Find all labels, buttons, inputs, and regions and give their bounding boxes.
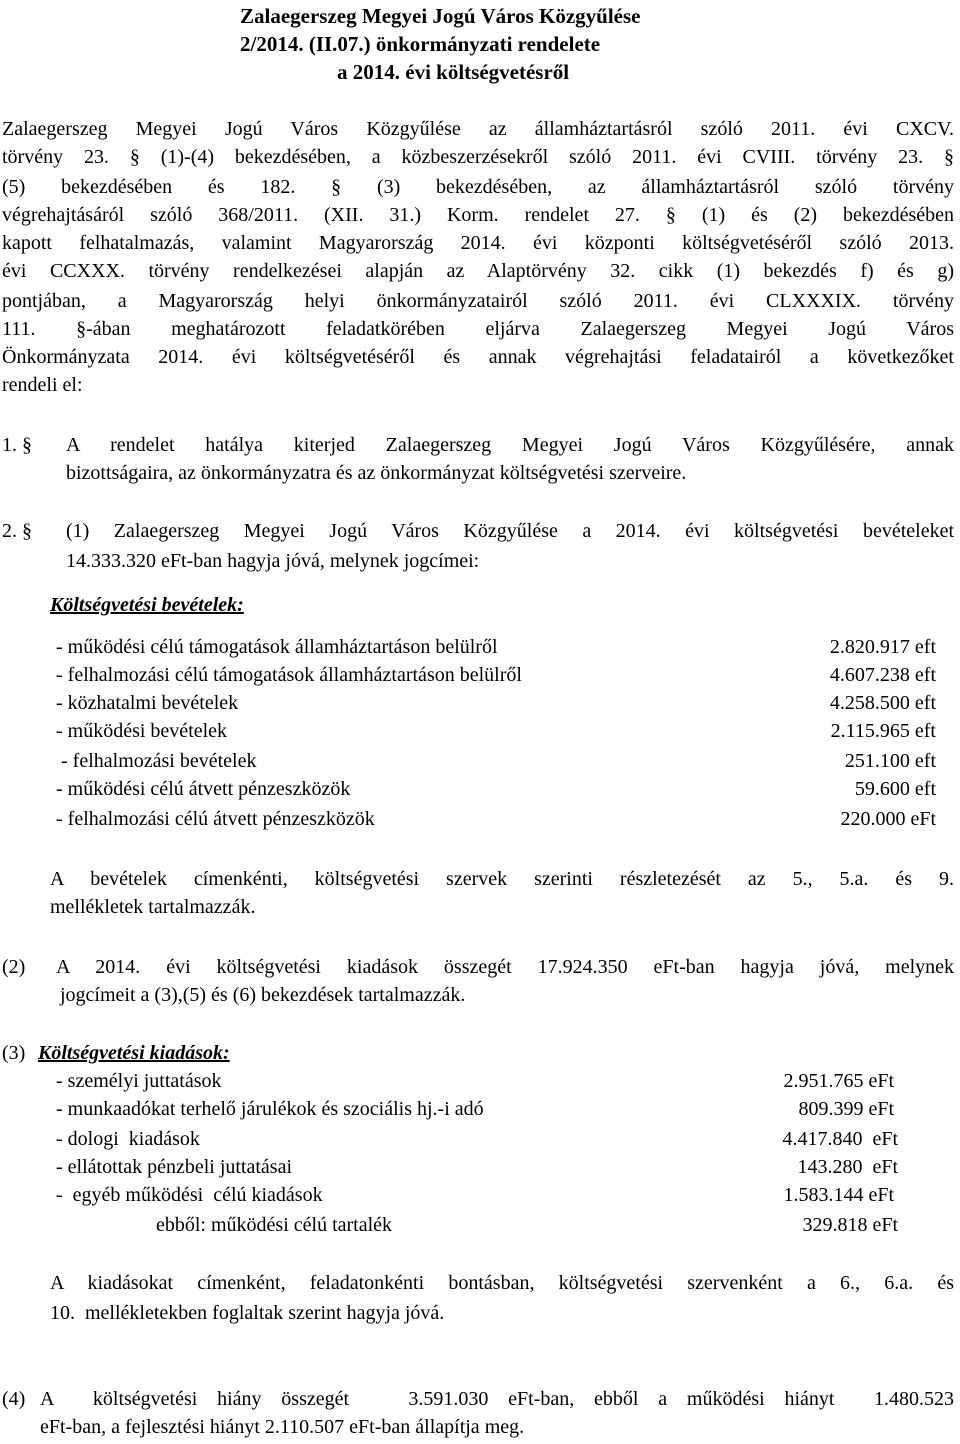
expense-label: - ellátottak pénzbeli juttatásai (56, 1156, 293, 1178)
preamble-line: törvény 23. § (1)-(4) bekezdésében, a közbeszerzésekről szóló 2011. évi CVIII. törvény 23. § (2, 146, 954, 168)
section-2-para-4: eFt-ban, a fejlesztési hiányt 2.110.507 eFt-ban állapítja meg. (40, 1416, 525, 1438)
preamble-line: pontjában, a Magyarország helyi önkormányzatairól szóló 2011. évi CLXXXIX. törvény (2, 290, 954, 312)
document-title-line-2: 2/2014. (II.07.) önkormányzati rendelete (240, 32, 601, 56)
revenue-amount: 4.258.500 eft (829, 692, 936, 714)
revenue-amount: 4.607.238 eft (829, 664, 936, 686)
section-number: 2. § (2, 520, 32, 542)
revenue-label: - működési célú támogatások államháztartáson belülről (56, 636, 498, 658)
section-1-text: A rendelet hatálya kiterjed Zalaegerszeg Megyei Jogú Város Közgyűlésére, annak (66, 434, 954, 456)
revenue-amount: 59.600 eft (854, 778, 936, 800)
expense-amount: 2.951.765 eFt (783, 1070, 894, 1092)
preamble-line: kapott felhatalmazás, valamint Magyarország 2014. évi központi költségvetéséről szóló 2013. (2, 232, 954, 254)
section-1-text: bizottságaira, az önkormányzatra és az önkormányzat költségvetési szerveire. (66, 462, 687, 484)
section-2-para-1: (1) Zalaegerszeg Megyei Jogú Város Közgyűlése a 2014. évi költségvetési bevételeket (66, 520, 954, 542)
revenue-heading: Költségvetési bevételek: (50, 594, 244, 616)
expense-amount: 143.280 eFt (797, 1156, 898, 1178)
paragraph-number: (2) (2, 956, 26, 978)
section-2-para-1: 14.333.320 eFt-ban hagyja jóvá, melynek jogcímei: (66, 550, 480, 572)
revenue-label: - felhalmozási célú támogatások államháztartáson belülről (56, 664, 522, 686)
document-title-line-1: Zalaegerszeg Megyei Jogú Város Közgyűlése (240, 4, 641, 28)
expense-note: 10. mellékletekben foglaltak szerint hagyja jóvá. (50, 1302, 445, 1324)
revenue-label: - felhalmozási célú átvett pénzeszközök (56, 808, 375, 830)
paragraph-number: (3) (2, 1042, 26, 1064)
revenue-amount: 220.000 eFt (840, 808, 936, 830)
expense-label: - munkaadókat terhelő járulékok és szociális hj.-i adó (56, 1098, 484, 1120)
revenue-note: A bevételek címenkénti, költségvetési szervek szerinti részletezését az 5., 5.a. és 9. (50, 868, 954, 890)
preamble-line: Önkormányzata 2014. évi költségvetéséről és annak végrehajtási feladatairól a következőket (2, 346, 954, 368)
revenue-amount: 251.100 eft (844, 750, 936, 772)
section-2-para-2: jogcímeit a (3),(5) és (6) bekezdések tartalmazzák. (60, 984, 466, 1006)
preamble-line: végrehajtásáról szóló 368/2011. (XII. 31.) Korm. rendelet 27. § (1) és (2) bekezdésében (2, 204, 954, 226)
preamble-line: (5) bekezdésében és 182. § (3) bekezdésében, az államháztartásról szóló törvény (2, 176, 954, 198)
expense-label: - egyéb működési célú kiadások (56, 1184, 323, 1206)
expense-amount: 1.583.144 eFt (783, 1184, 894, 1206)
revenue-note: mellékletek tartalmazzák. (50, 896, 256, 918)
expense-label: - személyi juttatások (56, 1070, 222, 1092)
expense-note: A kiadásokat címenként, feladatonkénti bontásban, költségvetési szervenként a 6., 6.a. és (50, 1272, 954, 1294)
revenue-label: - közhatalmi bevételek (56, 692, 239, 714)
revenue-label: - felhalmozási bevételek (56, 750, 257, 772)
revenue-label: - működési célú átvett pénzeszközök (56, 778, 351, 800)
paragraph-number: (4) (2, 1388, 26, 1410)
expense-amount: 329.818 eFt (802, 1214, 898, 1236)
revenue-amount: 2.820.917 eft (829, 636, 936, 658)
section-2-para-4: A költségvetési hiány összegét 3.591.030 eFt-ban, ebből a működési hiányt 1.480.523 (40, 1388, 954, 1410)
expense-label: - dologi kiadások (56, 1128, 200, 1150)
revenue-label: - működési bevételek (56, 720, 228, 742)
expense-label: ebből: működési célú tartalék (156, 1214, 393, 1236)
preamble-line: rendeli el: (2, 374, 83, 396)
expense-amount: 809.399 eFt (798, 1098, 894, 1120)
preamble-line: Zalaegerszeg Megyei Jogú Város Közgyűlése az államháztartásról szóló 2011. évi CXCV. (2, 118, 954, 140)
section-number: 1. § (2, 434, 32, 456)
section-2-para-2: A 2014. évi költségvetési kiadások összegét 17.924.350 eFt-ban hagyja jóvá, melynek (56, 956, 954, 978)
preamble-line: évi CCXXX. törvény rendelkezései alapján az Alaptörvény 32. cikk (1) bekezdés f) és g) (2, 260, 954, 282)
expense-heading: Költségvetési kiadások: (38, 1042, 230, 1064)
expense-amount: 4.417.840 eFt (782, 1128, 898, 1150)
document-title-line-3: a 2014. évi költségvetésről (337, 60, 570, 84)
preamble-line: 111. §-ában meghatározott feladatkörében eljárva Zalaegerszeg Megyei Jogú Város (2, 318, 954, 340)
revenue-amount: 2.115.965 eft (830, 720, 936, 742)
